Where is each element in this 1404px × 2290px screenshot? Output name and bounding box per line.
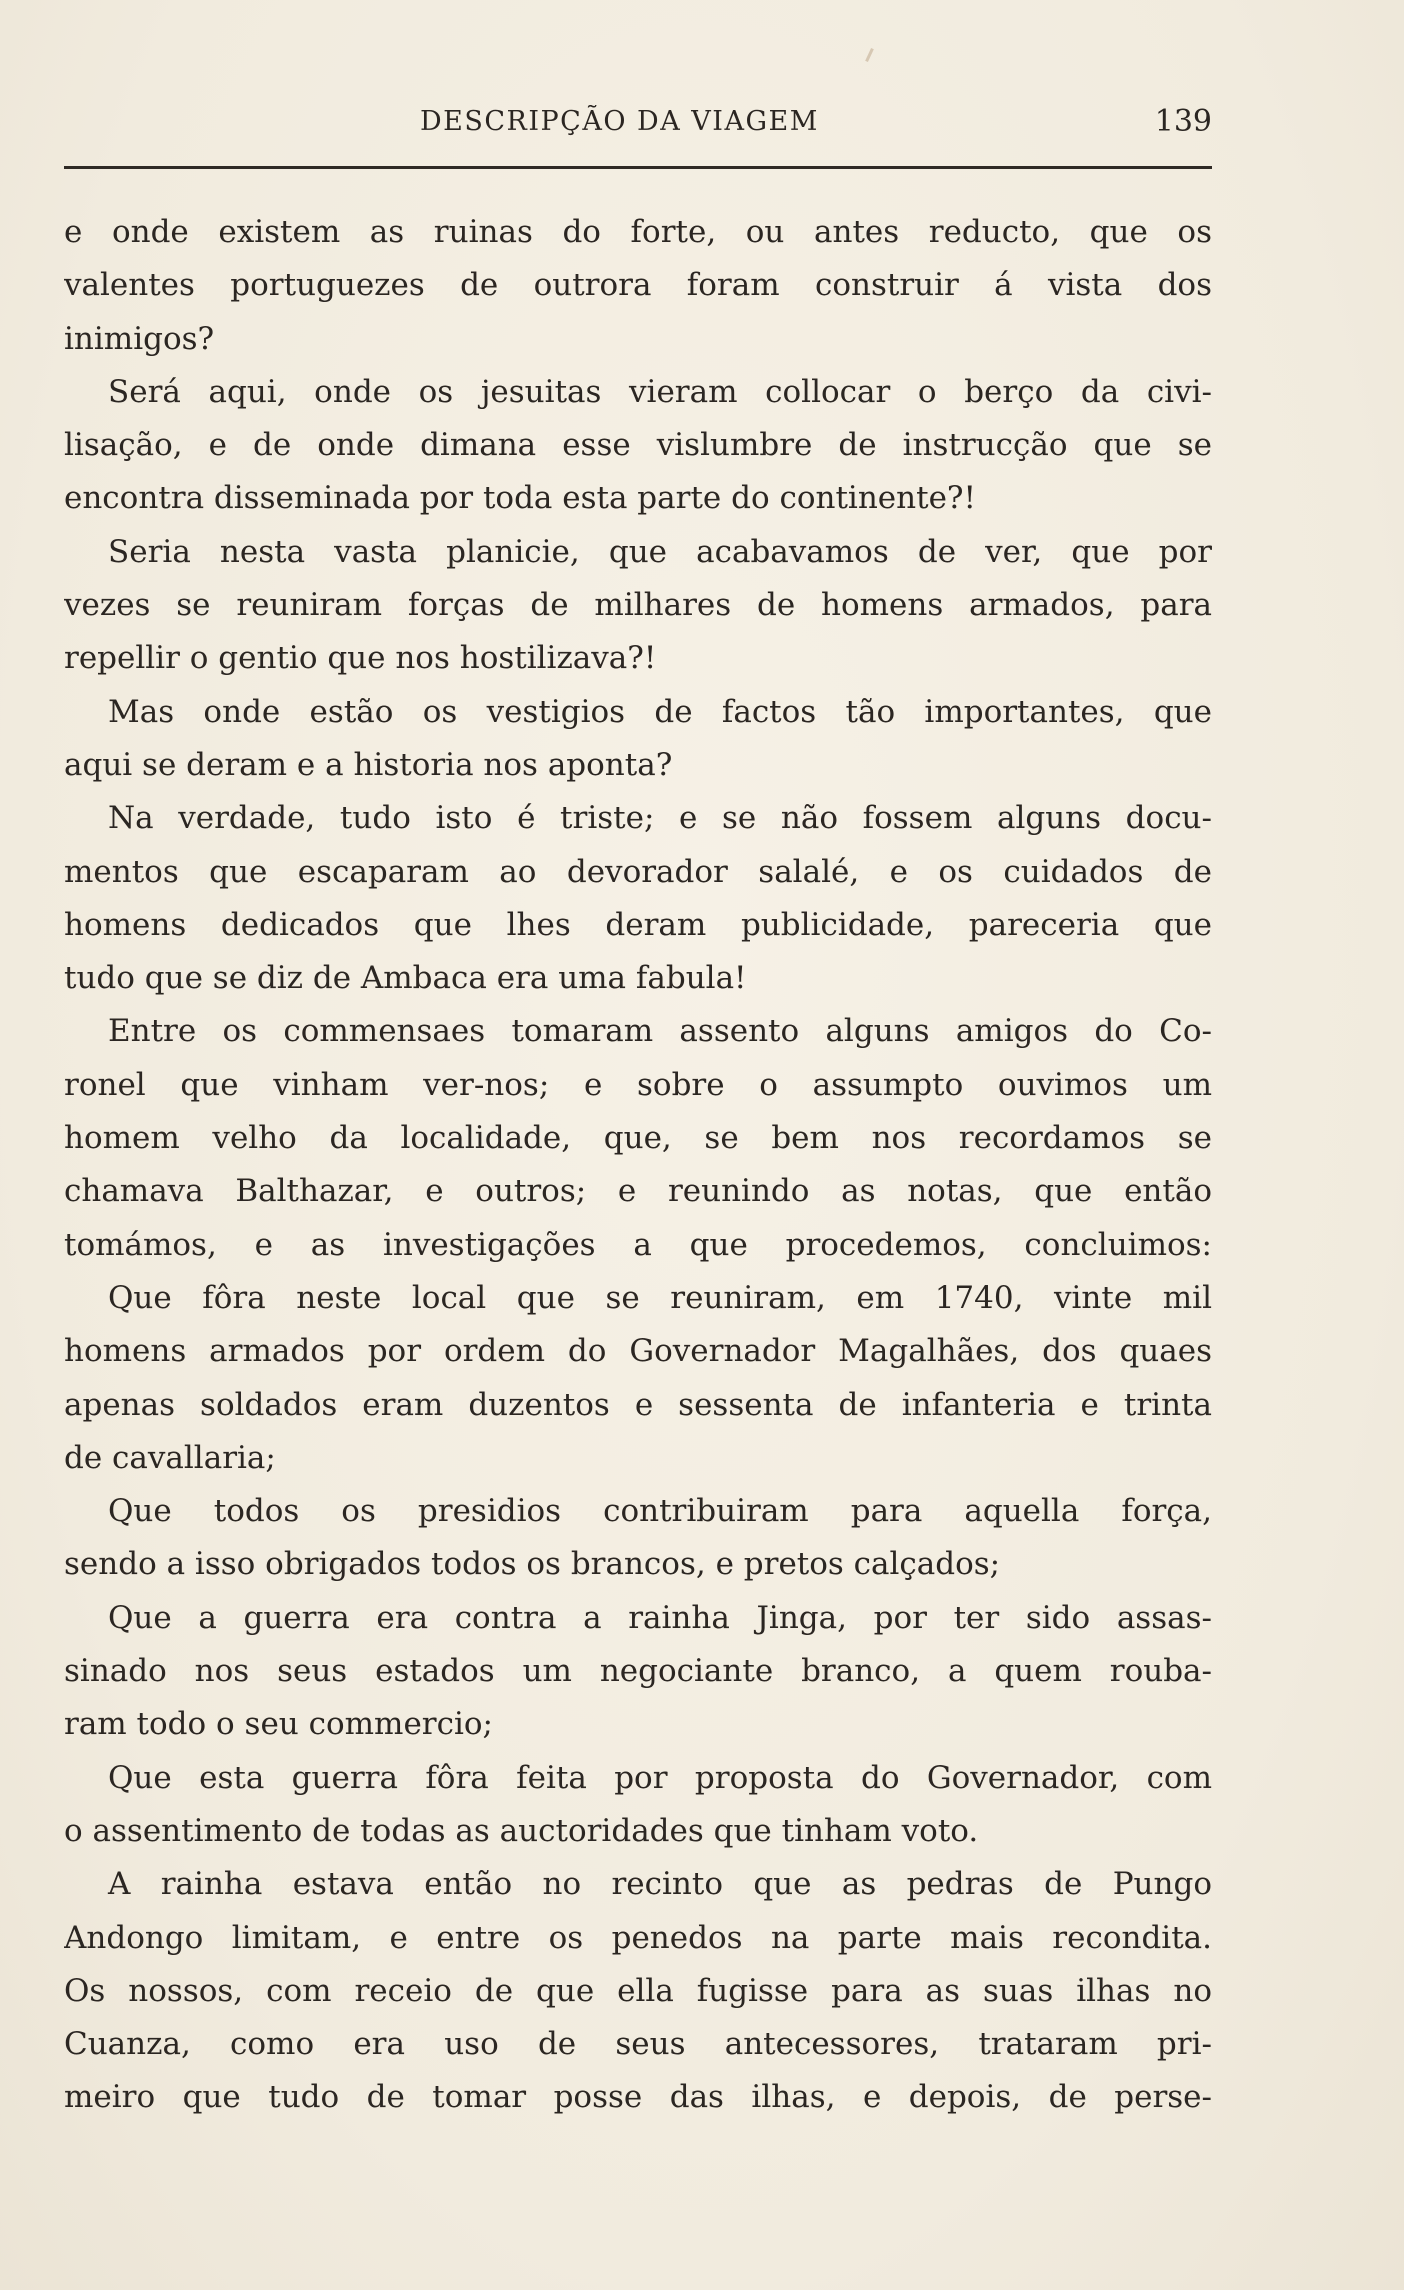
- text-line: Os nossos, com receio de que ella fugisse para as suas ilhas no: [64, 1972, 1212, 2009]
- text-line: meiro que tudo de tomar posse das ilhas, e depois, de perse-: [64, 2079, 1212, 2116]
- text-line: homem velho da localidade, que, se bem nos recordamos se: [64, 1120, 1212, 1157]
- text-line: apenas soldados eram duzentos e sessenta de infanteria e trinta: [64, 1386, 1212, 1423]
- text-line: Seria nesta vasta planicie, que acabavamos de ver, que por: [108, 533, 1212, 570]
- text-line: Andongo limitam, e entre os penedos na parte mais recondita.: [64, 1919, 1212, 1956]
- text-line: lisação, e de onde dimana esse vislumbre de instrucção que se: [64, 427, 1212, 464]
- paper-mark: [865, 48, 874, 62]
- text-line: Cuanza, como era uso de seus antecessores, trataram pri-: [64, 2026, 1212, 2063]
- text-line: homens armados por ordem do Governador Magalhães, dos quaes: [64, 1333, 1212, 1370]
- text-line: repellir o gentio que nos hostilizava?!: [64, 640, 657, 677]
- text-line: Na verdade, tudo isto é triste; e se não fossem alguns docu-: [108, 800, 1212, 837]
- text-line: inimigos?: [64, 320, 215, 357]
- text-line: Entre os commensaes tomaram assento alguns amigos do Co-: [108, 1013, 1212, 1050]
- text-line: ram todo o seu commercio;: [64, 1706, 493, 1743]
- text-line: tomámos, e as investigações a que procedemos, concluimos:: [64, 1226, 1212, 1263]
- text-line: Mas onde estão os vestigios de factos tão importantes, que: [108, 693, 1212, 730]
- text-line: homens dedicados que lhes deram publicidade, pareceria que: [64, 906, 1212, 943]
- text-line: Que todos os presidios contribuiram para aquella força,: [108, 1493, 1212, 1530]
- text-line: Que fôra neste local que se reuniram, em 1740, vinte mil: [108, 1279, 1212, 1316]
- body-text: [64, 206, 1212, 2125]
- text-line: vezes se reuniram forças de milhares de homens armados, para: [64, 587, 1212, 624]
- text-line: o assentimento de todas as auctoridades que tinham voto.: [64, 1812, 979, 1849]
- text-line: Que esta guerra fôra feita por proposta do Governador, com: [108, 1759, 1212, 1796]
- text-line: tudo que se diz de Ambaca era uma fabula!: [64, 960, 747, 997]
- text-line: Que a guerra era contra a rainha Jinga, por ter sido assas-: [108, 1599, 1212, 1636]
- text-line: de cavallaria;: [64, 1439, 276, 1476]
- text-line: aqui se deram e a historia nos aponta?: [64, 746, 673, 783]
- text-line: sendo a isso obrigados todos os brancos, e pretos calçados;: [64, 1546, 1001, 1583]
- text-line: chamava Balthazar, e outros; e reunindo as notas, que então: [64, 1173, 1212, 1210]
- page-header: [64, 100, 1212, 152]
- text-line: encontra disseminada por toda esta parte do continente?!: [64, 480, 976, 517]
- text-line: Será aqui, onde os jesuitas vieram collocar o berço da civi-: [108, 373, 1212, 410]
- text-line: sinado nos seus estados um negociante branco, a quem rouba-: [64, 1653, 1212, 1690]
- running-title: DESCRIPÇÃO DA VIAGEM: [420, 106, 819, 137]
- text-line: e onde existem as ruinas do forte, ou antes reducto, que os: [64, 214, 1212, 250]
- text-line: A rainha estava então no recinto que as pedras de Pungo: [108, 1866, 1212, 1903]
- page-number: 139: [1154, 104, 1212, 139]
- header-rule: [64, 166, 1212, 169]
- text-line: ronel que vinham ver-nos; e sobre o assumpto ouvimos um: [64, 1066, 1212, 1103]
- text-line: mentos que escaparam ao devorador salalé, e os cuidados de: [64, 853, 1212, 890]
- text-line: valentes portuguezes de outrora foram construir á vista dos: [64, 267, 1212, 304]
